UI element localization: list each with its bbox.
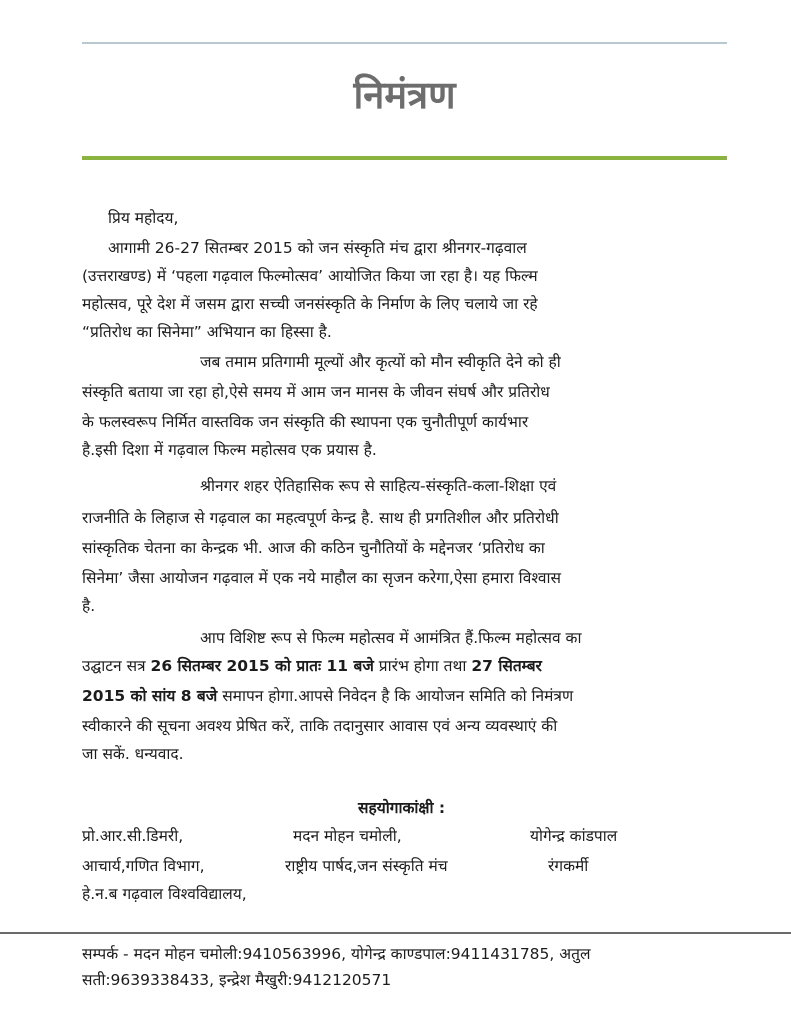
- paragraph-3-line: है.: [82, 597, 96, 615]
- signatory-name: मदन मोहन चमोली,: [293, 827, 402, 845]
- paragraph-1-line: आगामी 26-27 सितम्बर 2015 को जन संस्कृति मंच द्वारा श्रीनगर-गढ़वाल: [108, 239, 527, 257]
- contact-line: सती:9639338433, इन्द्रेश मैखुरी:9412120571: [82, 971, 392, 989]
- paragraph-2-line: संस्कृति बताया जा रहा हो,ऐसे समय में आम जन मानस के जीवन संघर्ष और प्रतिरोध: [82, 383, 550, 401]
- paragraph-4-line: [82, 656, 542, 676]
- signatory-name: प्रो.आर.सी.डिमरी,: [82, 827, 184, 845]
- paragraph-3-line: राजनीति के लिहाज से गढ़वाल का महत्वपूर्ण केन्द्र है. साथ ही प्रगतिशील और प्रतिरोधी: [82, 509, 559, 527]
- footer-divider: [0, 932, 791, 934]
- paragraph-4-line: स्वीकारने की सूचना अवश्य प्रेषित करें, ताकि तदानुसार आवास एवं अन्य व्यवस्थाएं की: [82, 717, 558, 735]
- inaugural-connector: प्रारंभ होगा तथा: [373, 657, 472, 675]
- paragraph-1-line: “प्रतिरोध का सिनेमा” अभियान का हिस्सा है.: [82, 323, 332, 341]
- paragraph-3-line: सांस्कृतिक चेतना का केन्द्रक भी. आज की कठिन चुनौतियों के मद्देनजर ‘प्रतिरोध का: [82, 539, 545, 557]
- closing-date: 27 सितम्बर: [471, 657, 542, 675]
- top-divider: [82, 42, 727, 44]
- contact-line: सम्पर्क - मदन मोहन चमोली:9410563996, योगेन्द्र काण्डपाल:9411431785, अतुल: [82, 945, 591, 963]
- paragraph-2-line: जब तमाम प्रतिगामी मूल्यों और कृत्यों को मौन स्वीकृति देने को ही: [200, 353, 561, 371]
- signatory-role: रंगकर्मी: [548, 857, 589, 875]
- paragraph-1-line: महोत्सव, पूरे देश में जसम द्वारा सच्ची जनसंस्कृति के निर्माण के लिए चलाये जा रहे: [82, 295, 538, 313]
- salutation: प्रिय महोदय,: [108, 209, 179, 227]
- paragraph-2-line: के फलस्वरूप निर्मित वास्तविक जन संस्कृति की स्थापना एक चुनौतीपूर्ण कार्यभार: [82, 413, 529, 431]
- inaugural-datetime: 26 सितम्बर 2015 को प्रातः 11 बजे: [150, 657, 374, 675]
- paragraph-4-line: जा सकें. धन्यवाद.: [82, 745, 184, 763]
- closing-text: समापन होगा.आपसे निवेदन है कि आयोजन समिति को निमंत्रण: [217, 687, 574, 705]
- paragraph-4-line: आप विशिष्ट रूप से फिल्म महोत्सव में आमंत्रित हैं.फिल्म महोत्सव का: [200, 629, 582, 647]
- paragraph-1-line: (उत्तराखण्ड) में ‘पहला गढ़वाल फिल्मोत्सव’ आयोजित किया जा रहा है। यह फिल्म: [82, 267, 538, 285]
- signatory-name: योगेन्द्र कांडपाल: [530, 827, 618, 845]
- title-underline: [82, 156, 727, 160]
- signatories-heading: सहयोगाकांक्षी :: [358, 799, 446, 817]
- paragraph-3-line: सिनेमा’ जैसा आयोजन गढ़वाल में एक नये माहौल का सृजन करेगा,ऐसा हमारा विश्वास: [82, 569, 562, 587]
- signatory-role: आचार्य,गणित विभाग,: [82, 857, 205, 875]
- paragraph-4-line: [82, 686, 573, 706]
- page-title: निमंत्रण: [353, 73, 456, 117]
- paragraph-3-line: श्रीनगर शहर ऐतिहासिक रूप से साहित्य-संस्कृति-कला-शिक्षा एवं: [200, 477, 557, 495]
- inaugural-label: उद्घाटन सत्र: [82, 657, 151, 675]
- signatory-org: हे.न.ब गढ़वाल विश्वविद्यालय,: [82, 885, 247, 903]
- paragraph-2-line: है.इसी दिशा में गढ़वाल फिल्म महोत्सव एक प्रयास है.: [82, 441, 377, 459]
- signatory-role: राष्ट्रीय पार्षद,जन संस्कृति मंच: [285, 857, 448, 875]
- closing-datetime: 2015 को सांय 8 बजे: [82, 687, 218, 705]
